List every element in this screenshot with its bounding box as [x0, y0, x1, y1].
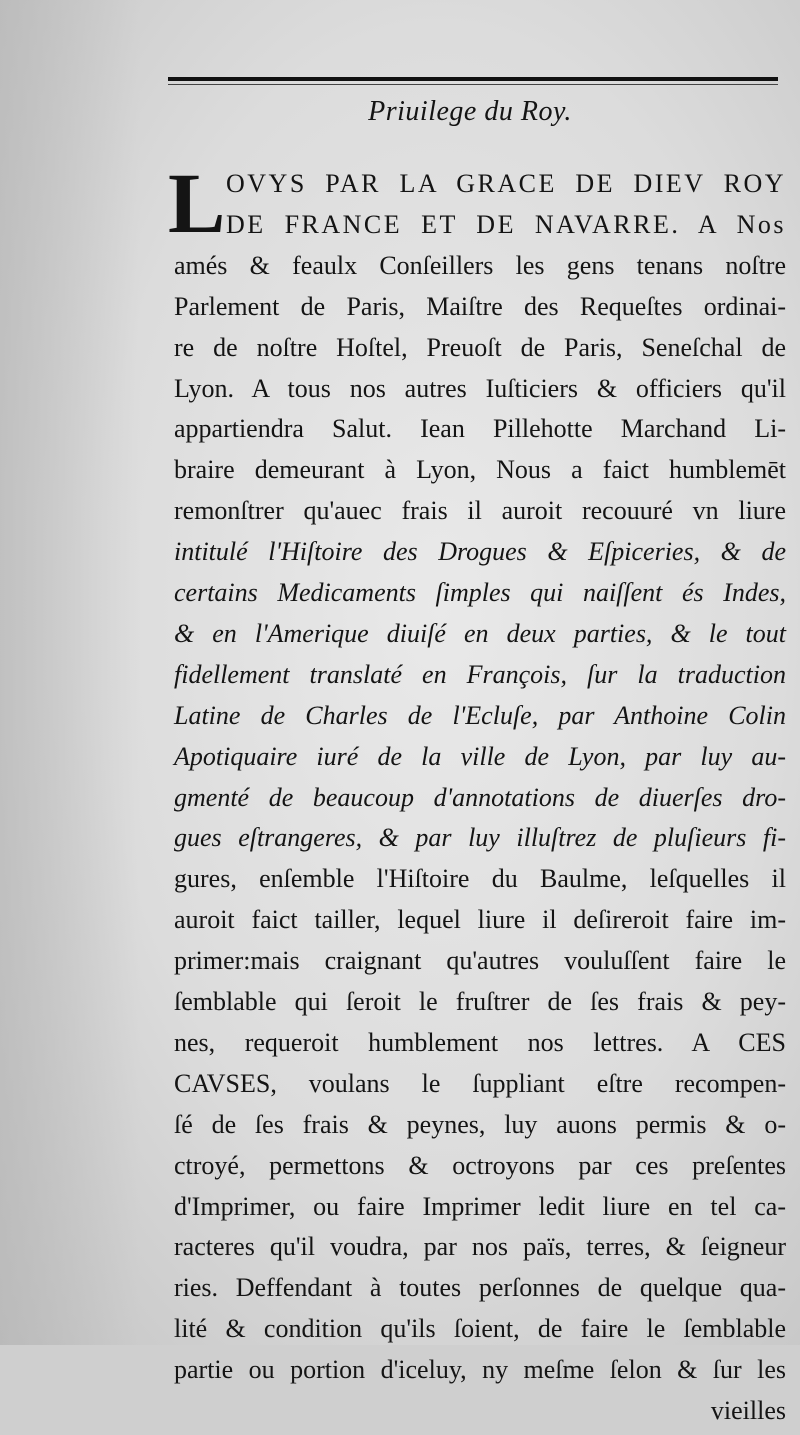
text-line: braire demeurant à Lyon, Nous a faict humblemēt — [174, 455, 786, 485]
text-line: remonſtrer qu'auec frais il auroit recouuré vn liure — [174, 496, 786, 526]
text-line: auroit faict tailler, lequel liure il deſireroit faire im- — [174, 905, 786, 935]
text-line: Parlement de Paris, Maiſtre des Requeſtes ordinai- — [174, 291, 786, 321]
text-line: & en l'Amerique diuiſé en deux parties, & le tout — [174, 618, 786, 648]
text-line: DE FRANCE ET DE NAVARRE. A Nos — [226, 209, 786, 239]
text-line: partie ou portion d'iceluy, ny meſme ſelon & ſur les — [174, 1355, 786, 1385]
header-rule-thick — [168, 77, 778, 81]
text-line: ctroyé, permettons & octroyons par ces preſentes — [174, 1150, 786, 1180]
text-line: ſé de ſes frais & peynes, luy auons permis & o- — [174, 1109, 786, 1139]
text-line: vieilles — [710, 1396, 786, 1425]
text-line: ries. Deffendant à toutes perſonnes de quelque qua- — [174, 1273, 786, 1303]
text-line: certains Medicaments ſimples qui naiſſent és Indes, — [174, 578, 786, 607]
text-line: primer:mais craignant qu'autres vouluſſent faire le — [174, 946, 786, 976]
page-heading: Priuilege du Roy. — [368, 96, 572, 127]
text-line: appartiendra Salut. Iean Pillehotte Marchand Li- — [174, 414, 786, 444]
text-line: gues eſtrangeres, & par luy illuſtrez de pluſieurs fi- — [174, 823, 786, 853]
text-line: Apotiquaire iuré de la ville de Lyon, par luy au- — [174, 741, 786, 771]
text-line: CAVSES, voulans le ſuppliant eſtre recompen- — [174, 1068, 786, 1098]
text-line: lité & condition qu'ils ſoient, de faire le ſemblable — [174, 1314, 786, 1344]
text-line: racteres qu'il voudra, par nos païs, terres, & ſeigneur — [174, 1232, 786, 1262]
page-gutter-shadow — [0, 0, 140, 1345]
text-line: Lyon. A tous nos autres Iuſticiers & officiers qu'il — [174, 373, 786, 403]
text-line: fidellement translaté en François, ſur la traduction — [174, 659, 786, 689]
text-line: d'Imprimer, ou faire Imprimer ledit liure en tel ca- — [174, 1191, 786, 1221]
text-line: gmenté de beaucoup d'annotations de diuerſes dro- — [174, 782, 786, 812]
text-line: OVYS PAR LA GRACE DE DIEV ROY — [226, 169, 786, 198]
drop-cap: L — [168, 155, 226, 251]
text-line: Latine de Charles de l'Ecluſe, par Anthoine Colin — [174, 700, 786, 730]
text-line: intitulé l'Hiſtoire des Drogues & Eſpiceries, & de — [174, 537, 786, 567]
text-line: re de noſtre Hoſtel, Preuoſt de Paris, Seneſchal de — [174, 332, 786, 362]
text-line: ſemblable qui ſeroit le fruſtrer de ſes frais & pey- — [174, 987, 786, 1016]
header-rule-thin — [168, 84, 778, 85]
text-line: nes, requeroit humblement nos lettres. A CES — [174, 1027, 786, 1057]
text-line: amés & feaulx Conſeillers les gens tenans noſtre — [174, 250, 786, 280]
text-line: gures, enſemble l'Hiſtoire du Baulme, leſquelles il — [174, 864, 786, 894]
